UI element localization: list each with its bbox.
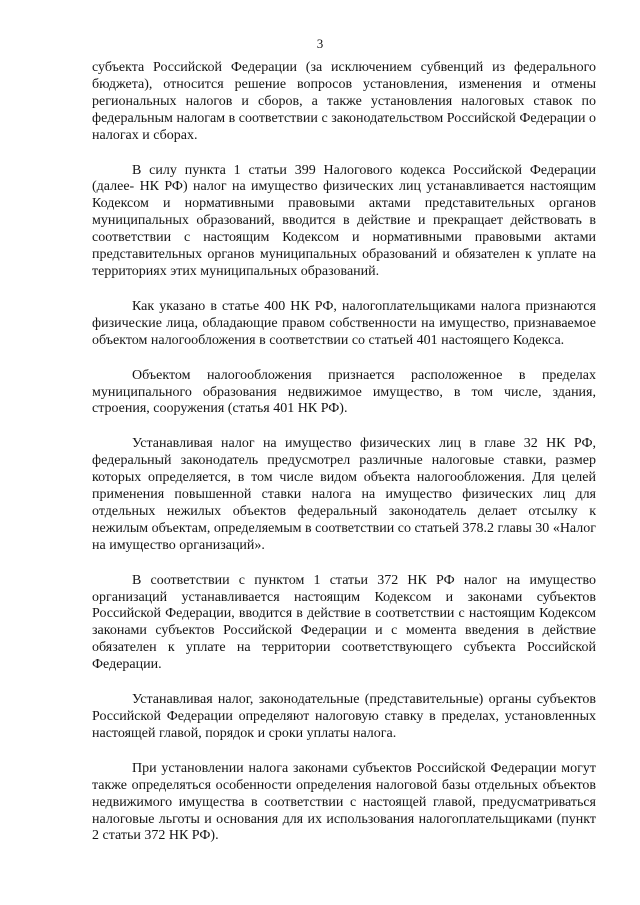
paragraph-7: Устанавливая налог, законодательные (представительные) органы субъектов Российской Федерации определяют налоговую ставку в пределах, установленных настоящей главой, порядок и сроки уплаты налога. bbox=[92, 692, 596, 741]
paragraph-5: Устанавливая налог на имущество физических лиц в главе 32 НК РФ, федеральный законодатель предусмотрел различные налоговые ставки, размер которых определяется, в том числе видом объекта налогообложения. Для целей применения повышенной ставки налога на имущество физических лиц для отдельных нежилых объектов федеральный законодатель делает отсылку к нежилым объектам, определяемым в соответствии со статьей 378.2 главы 30 «Налог на имущество организаций». bbox=[92, 436, 596, 553]
paragraph-4: Объектом налогообложения признается расположенное в пределах муниципального образования недвижимое имущество, в том числе, здания, строения, сооружения (статья 401 НК РФ). bbox=[92, 367, 596, 417]
paragraph-8: При установлении налога законами субъектов Российской Федерации могут также определяться особенности определения налоговой базы отдельных объектов недвижимого имущества в соответствии с настоящей главой, предусматриваться налоговые льготы и основания для их использования налогоплательщиками (пункт 2 статьи 372 НК РФ). bbox=[92, 760, 596, 844]
document-body bbox=[92, 60, 596, 845]
page-number: 3 bbox=[316, 36, 324, 51]
paragraph-2: В силу пункта 1 статьи 399 Налогового кодекса Российской Федерации (далее- НК РФ) налог на имущество физических лиц устанавливается настоящим Кодексом и нормативными правовыми актами представительных органов муниципальных образований, вводится в действие и прекращает действовать в соответствии с настоящим Кодексом и нормативными правовыми актами представительных органов муниципальных образований и обязателен к уплате на территориях этих муниципальных образований. bbox=[92, 162, 596, 279]
paragraph-6: В соответствии с пунктом 1 статьи 372 НК РФ налог на имущество организаций устанавливается настоящим Кодексом и законами субъектов Российской Федерации, вводится в действие в соответствии с настоящим Кодексом законами субъектов Российской Федерации и с момента введения в действие обязателен к уплате на территории соответствующего субъекта Российской Федерации. bbox=[92, 572, 596, 673]
paragraph-3: Как указано в статье 400 НК РФ, налогоплательщиками налога признаются физические лица, обладающие правом собственности на имущество, признаваемое объектом налогообложения в соответствии со статьей 401 настоящего Кодекса. bbox=[92, 298, 596, 348]
paragraph-1: субъекта Российской Федерации (за исключением субвенций из федерального бюджета), относится решение вопросов установления, изменения и отмены региональных налогов и сборов, а также установления налоговых ставок по федеральным налогам в соответствии с законодательством Российской Федерации о налогах и сборах. bbox=[92, 60, 596, 143]
